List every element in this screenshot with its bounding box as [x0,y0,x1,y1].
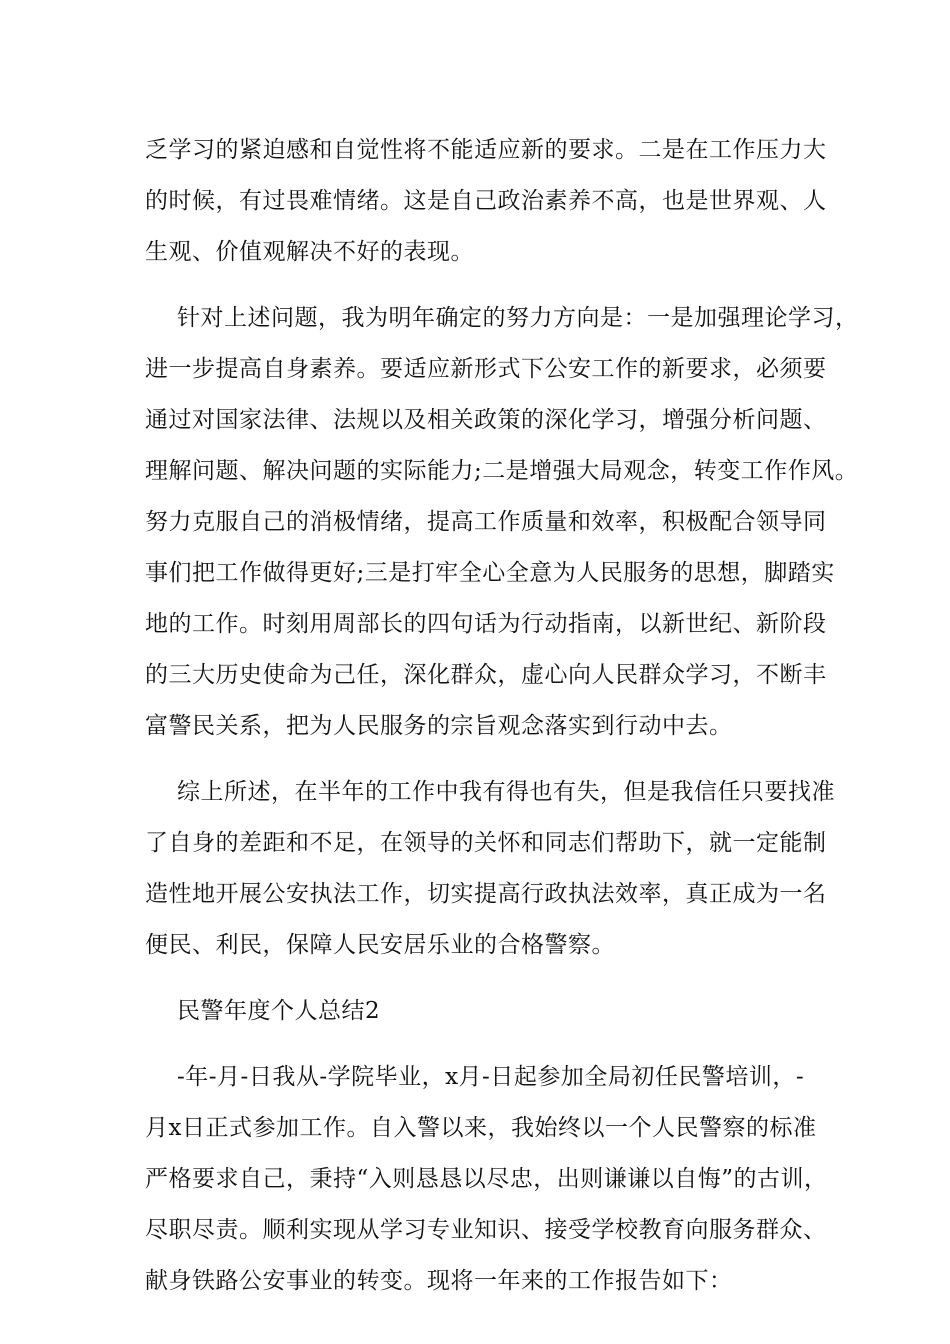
document-body [145,125,859,1307]
paragraph [145,1052,828,1307]
text-line: 严格要求自己，秉持“入则恳恳以尽忠，出则谦谦以自悔”的古训， [145,1166,828,1192]
text-line: 通过对国家法律、法规以及相关政策的深化学习，增强分析问题、 [145,407,827,433]
text-line: 尽职尽责。顺利实现从学习专业知识、接受学校教育向服务群众、 [145,1217,827,1243]
section-heading [145,986,825,1037]
paragraph [145,293,859,752]
text-line: 努力克服自己的消极情绪，提高工作质量和效率，积极配合领导同 [145,509,827,535]
heading-line: 民警年度个人总结2 [177,998,381,1024]
text-line: 针对上述问题，我为明年确定的努力方向是：一是加强理论学习， [177,305,859,331]
text-line: 进一步提高自身素养。要适应新形式下公安工作的新要求，必须要 [145,356,827,382]
text-line: 地的工作。时刻用周部长的四句话为行动指南，以新世纪、新阶段 [145,611,827,637]
text-line: -年-月-日我从-学院毕业，x月-日起参加全局初任民警培训，- [177,1064,805,1090]
text-line: 综上所述，在半年的工作中我有得也有失，但是我信任只要找准 [177,779,835,805]
text-line: 献身铁路公安事业的转变。现将一年来的工作报告如下： [145,1268,733,1294]
text-line: 乏学习的紧迫感和自觉性将不能适应新的要求。二是在工作压力大 [145,137,827,163]
text-line: 了自身的差距和不足，在领导的关怀和同志们帮助下，就一定能制 [145,830,827,856]
text-line: 的三大历史使命为己任，深化群众，虚心向人民群众学习，不断丰 [145,662,827,688]
text-line: 生观、价值观解决不好的表现。 [145,239,474,265]
paragraph [145,767,835,971]
text-line: 的时候，有过畏难情绪。这是自己政治素养不高，也是世界观、人 [145,188,827,214]
text-line: 理解问题、解决问题的实际能力;二是增强大局观念，转变工作作风。 [145,458,859,484]
paragraph [145,125,825,278]
text-line: 富警民关系，把为人民服务的宗旨观念落实到行动中去。 [145,713,733,739]
text-line: 月x日正式参加工作。自入警以来，我始终以一个人民警察的标准 [145,1115,817,1141]
text-line: 事们把工作做得更好;三是打牢全心全意为人民服务的思想，脚踏实 [145,560,835,586]
text-line: 造性地开展公安执法工作，切实提高行政执法效率，真正成为一名 [145,881,827,907]
text-line: 便民、利民，保障人民安居乐业的合格警察。 [145,932,615,958]
